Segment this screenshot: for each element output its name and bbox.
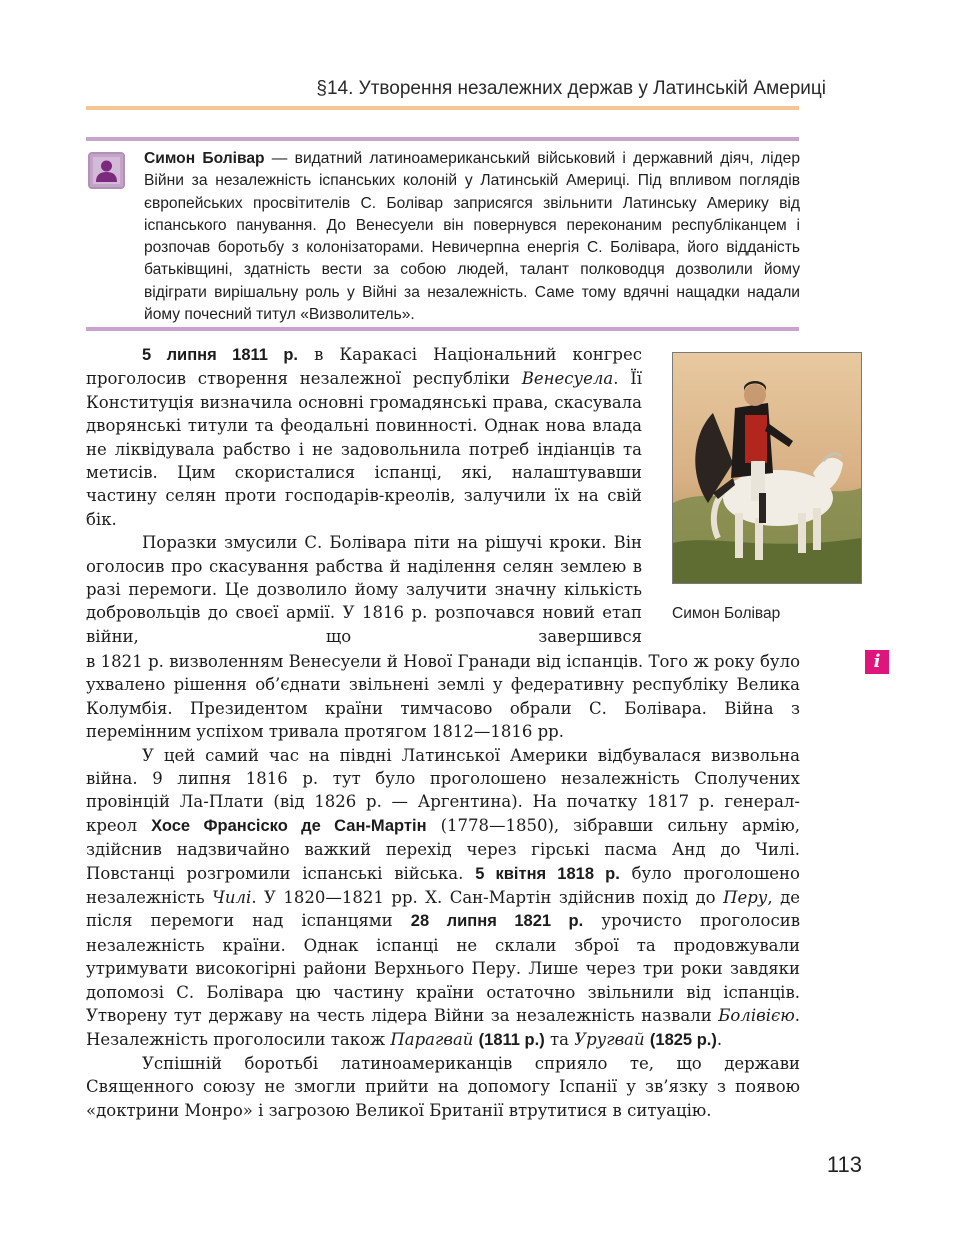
text-run: , де після перемоги над іспанцями xyxy=(86,888,801,931)
date-highlight: 28 липня 1821 р. xyxy=(410,912,584,931)
figure-caption: Симон Болівар xyxy=(672,605,781,622)
text-run: в 1821 р. визволенням Венесуели й Нової Гранади від іспанців. Того ж року було ухвалено рішення об’єднати звільнені землі у федеративну республіку Велика Колумбія. Президентом країни тимчасово обрали С. Болівара. Війна з перемінним успіхом тривала протягом 1812—1816 рр. xyxy=(86,652,800,742)
date-highlight: (1811 р.) xyxy=(478,1030,545,1049)
text-run: У цей самий час на півдні Латинської Америки відбувалася визвольна війна. 9 липня 1816 р. тут було проголошено незалежність Сполучених провінцій Ла-Плати (від 1826 р. — Аргентина). На початку 1817 р. генерал-креол xyxy=(86,745,800,835)
country-name: Венесуела xyxy=(521,369,614,389)
country-name: Перу xyxy=(723,888,768,908)
header-divider xyxy=(86,106,799,110)
text-run: було проголошено незалежність xyxy=(86,863,800,908)
text-run: та xyxy=(544,1029,575,1049)
text-run: урочисто проголосив незалежність країни. Однак іспанці не склали зброї та продовжували утримувати високогірні райони Верхнього Перу. Лише через три роки завдяки допомозі С. Болівара цю частину країни остаточно звільнили від іспанців. Утворену тут державу на честь лідера Війни за незалежність назвали xyxy=(86,911,800,1026)
person-name: Хосе Франсіско де Сан-Мартін xyxy=(151,816,427,835)
paragraph-2-end xyxy=(86,650,800,744)
bio-name: Симон Болівар xyxy=(144,150,265,167)
date-highlight: (1825 р.) xyxy=(649,1030,717,1049)
paragraph-3 xyxy=(86,744,800,1052)
section-title: §14. Утворення незалежних держав у Латинській Америці xyxy=(316,78,826,99)
page-number: 113 xyxy=(826,1152,862,1177)
text-run: . xyxy=(716,1029,723,1049)
text-run: . Її Конституція визначила основні громадянські права, скасувала дворянські титули та феодальні повинності. Однак нова влада не ліквідувала рабство і не задовольнила потреб індіанців та метисів. Цим скористалися іспанці, які, налаштувавши частину селян проти господарів-креолів, залучили їх на свій бік. xyxy=(86,369,642,529)
body-column-full xyxy=(86,650,800,1122)
paragraph-1 xyxy=(86,343,642,531)
text-run: . Незалежність проголосили також xyxy=(86,1006,800,1049)
country-name: Чилі xyxy=(212,888,252,908)
text-run: Успішній боротьбі латиноамериканців сприяло те, що держави Священного союзу не змогли прийти на допомогу Іспанії у зв’язку з появою «доктрини Монро» і загрозою Великої Британії втрутитися в ситуацію. xyxy=(86,1053,800,1120)
date-highlight: 5 липня 1811 р. xyxy=(142,346,299,364)
bio-box-text xyxy=(144,148,800,326)
paragraph-4 xyxy=(86,1052,800,1122)
info-marker-icon: i xyxy=(865,650,889,674)
text-run: Поразки змусили С. Болівара піти на рішучі кроки. Він оголосив про скасування рабства й наділення селян землею в разі перемоги. Це дозволило йому залучити значну кількість добровольців до своєї армії. У 1816 р. розпочався новий етап війни, що завершився xyxy=(86,533,642,646)
paragraph-2-start xyxy=(86,531,642,648)
text-run: в Каракасі Національний конгрес проголосив створення незалежної республіки xyxy=(86,345,642,389)
bio-box-bottom-rule xyxy=(86,327,799,331)
bolivar-portrait-image xyxy=(672,352,862,584)
country-name: Болівією xyxy=(718,1006,795,1026)
country-name: Парагвай xyxy=(390,1029,474,1049)
country-name: Уругвай xyxy=(574,1029,645,1049)
date-highlight: 5 квітня 1818 р. xyxy=(475,864,620,883)
person-icon xyxy=(88,152,125,189)
text-run: . У 1820—1821 рр. Х. Сан-Мартін здійснив похід до xyxy=(251,888,724,908)
text-run: (1778—1850), зібравши сильну армію, здійснив надзвичайно важкий перехід через гірські пасма Анд до Чилі. Повстанці розгромили іспанські війська. xyxy=(86,815,800,883)
bio-description: — видатний латиноамериканський військовий і державний діяч, лідер Війни за незалежність іспанських колоній у Латинській Америці. Під впливом поглядів європейських просвітителів С. Болівар заприсягся звільнити Латинську Америку від іспанського панування. До Венесуели він повернувся переконаним республіканцем і розпочав боротьбу з колонізаторами. Невичерпна енергія С. Болівара, його відданість батьківщині, здатність вести за собою людей, талант полководця дозволили йому відіграти вирішальну роль у Війні за незалежність. Саме тому вдячні нащадки надали йому почесний титул «Визволитель». xyxy=(144,150,800,324)
bio-box-top-rule xyxy=(86,137,799,141)
body-column-narrow xyxy=(86,343,642,648)
